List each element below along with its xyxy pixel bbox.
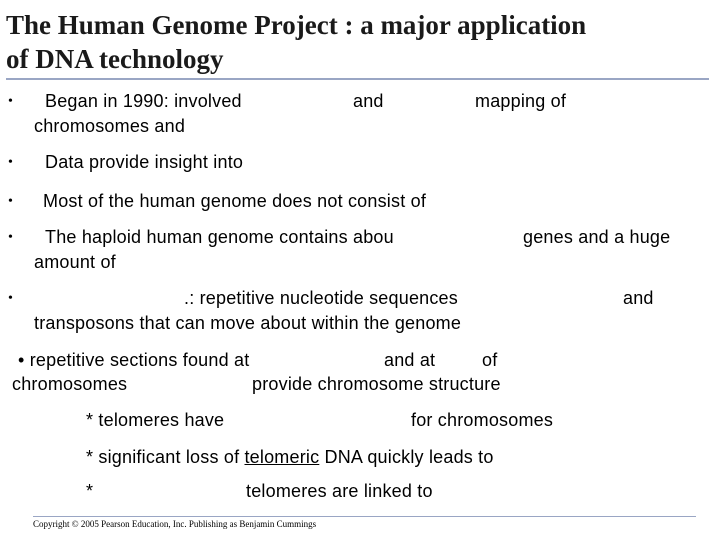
copyright-footer: Copyright © 2005 Pearson Education, Inc. Publishing as Benjamin Cummings bbox=[33, 519, 317, 529]
bullet-5-text-b: and bbox=[623, 288, 654, 308]
bullet-4-text-b: genes and a huge bbox=[523, 227, 671, 247]
bullet-5-text-c: transposons that can move about within the genome bbox=[34, 313, 462, 333]
bullet-marker: • bbox=[8, 155, 13, 170]
title-line-2: of DNA technology bbox=[6, 44, 224, 74]
bullet-5-text-a: .: repetitive nucleotide sequences bbox=[184, 288, 458, 308]
bullet-3-text: Most of the human genome does not consist of bbox=[43, 191, 427, 211]
sub-item-1-text-b: for chromosomes bbox=[411, 410, 554, 430]
sub-bullet-1-text-d: chromosomes bbox=[12, 374, 128, 394]
bullet-4-text-a: The haploid human genome contains abou bbox=[45, 227, 394, 247]
slide-title bbox=[6, 8, 586, 76]
bullet-marker: • bbox=[8, 230, 13, 245]
sub-bullet-1-text-e: provide chromosome structure bbox=[252, 374, 501, 394]
sub-item-2-text: * significant loss of telomeric DNA quickly leads to bbox=[86, 447, 494, 467]
title-divider bbox=[6, 78, 709, 80]
bullet-1-text-b: and bbox=[353, 91, 384, 111]
bullet-1-text-c: mapping of bbox=[475, 91, 567, 111]
title-line-1: The Human Genome Project : a major application bbox=[6, 10, 587, 40]
bullet-2-text: Data provide insight into bbox=[45, 152, 244, 172]
sub-bullet-1-text-a: • repetitive sections found at bbox=[18, 350, 250, 370]
bullet-marker: • bbox=[8, 194, 13, 209]
bullet-4-text-c: amount of bbox=[34, 252, 116, 272]
bullet-marker: • bbox=[8, 94, 13, 109]
sub-bullet-1-text-b: and at bbox=[384, 350, 436, 370]
sub-item-3-marker: * bbox=[86, 481, 94, 501]
bullet-marker: • bbox=[8, 291, 13, 306]
sub-bullet-1-text-c: of bbox=[482, 350, 498, 370]
bullet-1-text-d: chromosomes and bbox=[34, 116, 186, 136]
sub-item-1-text-a: * telomeres have bbox=[86, 410, 225, 430]
footer-divider bbox=[33, 516, 696, 517]
bullet-1-text-a: Began in 1990: involved bbox=[45, 91, 242, 111]
sub-item-3-text: telomeres are linked to bbox=[246, 481, 433, 501]
underlined-term: telomeric bbox=[244, 447, 320, 467]
